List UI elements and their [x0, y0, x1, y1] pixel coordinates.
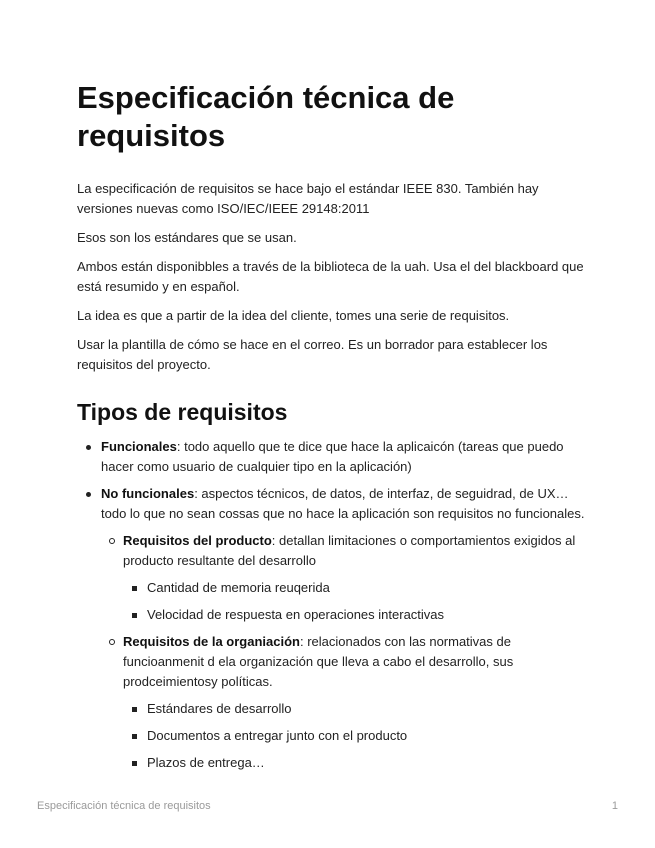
- non-functional-sublist: [101, 531, 587, 773]
- paragraph-standard: La especificación de requisitos se hace bajo el estándar IEEE 830. También hay versiones nuevas como ISO/IEC/IEEE 29148:2011: [77, 181, 539, 216]
- text-requisitos-producto: : detallan limitaciones o comportamientos exigidos al producto resultante del desarrollo: [123, 533, 576, 568]
- paragraph-idea: La idea es que a partir de la idea del cliente, tomes una serie de requisitos.: [77, 308, 510, 323]
- list-item-no-funcionales: [77, 484, 587, 773]
- page-title: Especificación técnica de requisitos: [77, 80, 455, 153]
- list-item: Velocidad de respuesta en operaciones interactivas: [123, 605, 587, 625]
- term-requisitos-organizacion: Requisitos de la organiación: [123, 634, 300, 649]
- list-item-requisitos-producto: [101, 531, 587, 625]
- requirements-list: [77, 437, 587, 773]
- product-requirements-list: [123, 578, 587, 625]
- list-item: Plazos de entrega…: [123, 753, 587, 773]
- footer-title: Especificación técnica de requisitos: [37, 800, 211, 812]
- page-footer: [37, 800, 618, 812]
- section-heading: Tipos de requisitos: [77, 399, 288, 425]
- document-body: [77, 79, 587, 780]
- text-no-funcionales: : aspectos técnicos, de datos, de interfaz, de seguidrad, de UX… todo lo que no sean cossas que no hace la aplicación son requisitos no funcionales.: [101, 486, 585, 521]
- page-number: 1: [611, 800, 618, 812]
- list-item-requisitos-organizacion: [101, 632, 587, 773]
- text-funcionales: : todo aquello que te dice que hace la aplicaicón (tareas que puedo hacer como usuario de cualquier tipo en la aplicación): [101, 439, 564, 474]
- term-requisitos-producto: Requisitos del producto: [123, 533, 272, 548]
- organization-requirements-list: [123, 699, 587, 773]
- list-item: Estándares de desarrollo: [123, 699, 587, 719]
- paragraph-template: Usar la plantilla de cómo se hace en el correo. Es un borrador para establecer los requisitos del proyecto.: [77, 337, 548, 372]
- list-item: Documentos a entregar junto con el producto: [123, 726, 587, 746]
- term-funcionales: Funcionales: [101, 439, 177, 454]
- paragraph-standards-used: Esos son los estándares que se usan.: [77, 230, 297, 245]
- term-no-funcionales: No funcionales: [101, 486, 195, 501]
- paragraph-availability: Ambos están disponibbles a través de la biblioteca de la uah. Usa el del blackboard que está resumido y en español.: [77, 259, 584, 294]
- list-item-funcionales: [77, 437, 587, 477]
- text-requisitos-organizacion: : relacionados con las normativas de funcioanmenit d ela organización que lleva a cabo el desarrollo, sus prodceimientosy políticas.: [123, 634, 514, 689]
- list-item: Cantidad de memoria reuqerida: [123, 578, 587, 598]
